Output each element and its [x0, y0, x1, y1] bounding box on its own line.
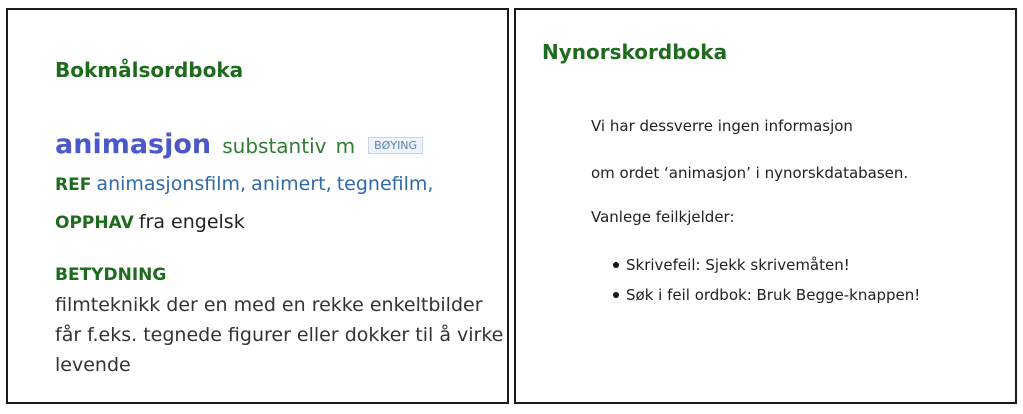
error-source-text: Søk i feil ordbok: Bruk Begge-knappen!	[626, 286, 921, 304]
origin-line	[55, 211, 245, 233]
origin-label: OPPHAV	[55, 213, 134, 233]
meaning-label: BETYDNING	[55, 265, 167, 285]
origin-text: fra engelsk	[138, 211, 245, 233]
meaning-text: filmteknikk der en med en rekke enkeltbilder får f.eks. tegnede figurer eller dokker til å virke levende	[55, 294, 504, 376]
nynorsk-dictionary-title: Nynorskordboka	[542, 40, 728, 64]
ref-link-animasjonsfilm[interactable]: animasjonsfilm,	[96, 173, 247, 195]
no-info-message-line2: om ordet ‘animasjon’ i nynorskdatabasen.	[591, 164, 909, 182]
bullet-icon	[613, 262, 619, 268]
error-sources-heading: Vanlege feilkjelder:	[591, 208, 735, 226]
inflection-button[interactable]: BØYING	[368, 137, 423, 154]
bokmal-dictionary-title: Bokmålsordboka	[55, 58, 244, 82]
ref-link-tegnefilm[interactable]: tegnefilm,	[336, 173, 434, 195]
ref-link-animert[interactable]: animert,	[251, 173, 332, 195]
part-of-speech: substantiv	[222, 134, 327, 158]
error-sources-list	[591, 250, 920, 310]
gender-label: m	[335, 134, 356, 158]
bullet-icon	[613, 292, 619, 298]
ref-label: REF	[55, 175, 92, 195]
error-source-text: Skrivefeil: Sjekk skrivemåten!	[626, 256, 850, 274]
no-info-message-line1: Vi har dessverre ingen informasjon	[591, 117, 853, 135]
headword-line	[55, 129, 423, 160]
bokmal-panel	[6, 8, 509, 404]
headword: animasjon	[55, 129, 212, 160]
ref-line	[55, 173, 433, 195]
list-item	[591, 250, 920, 280]
list-item	[591, 280, 920, 310]
nynorsk-panel	[514, 8, 1017, 404]
